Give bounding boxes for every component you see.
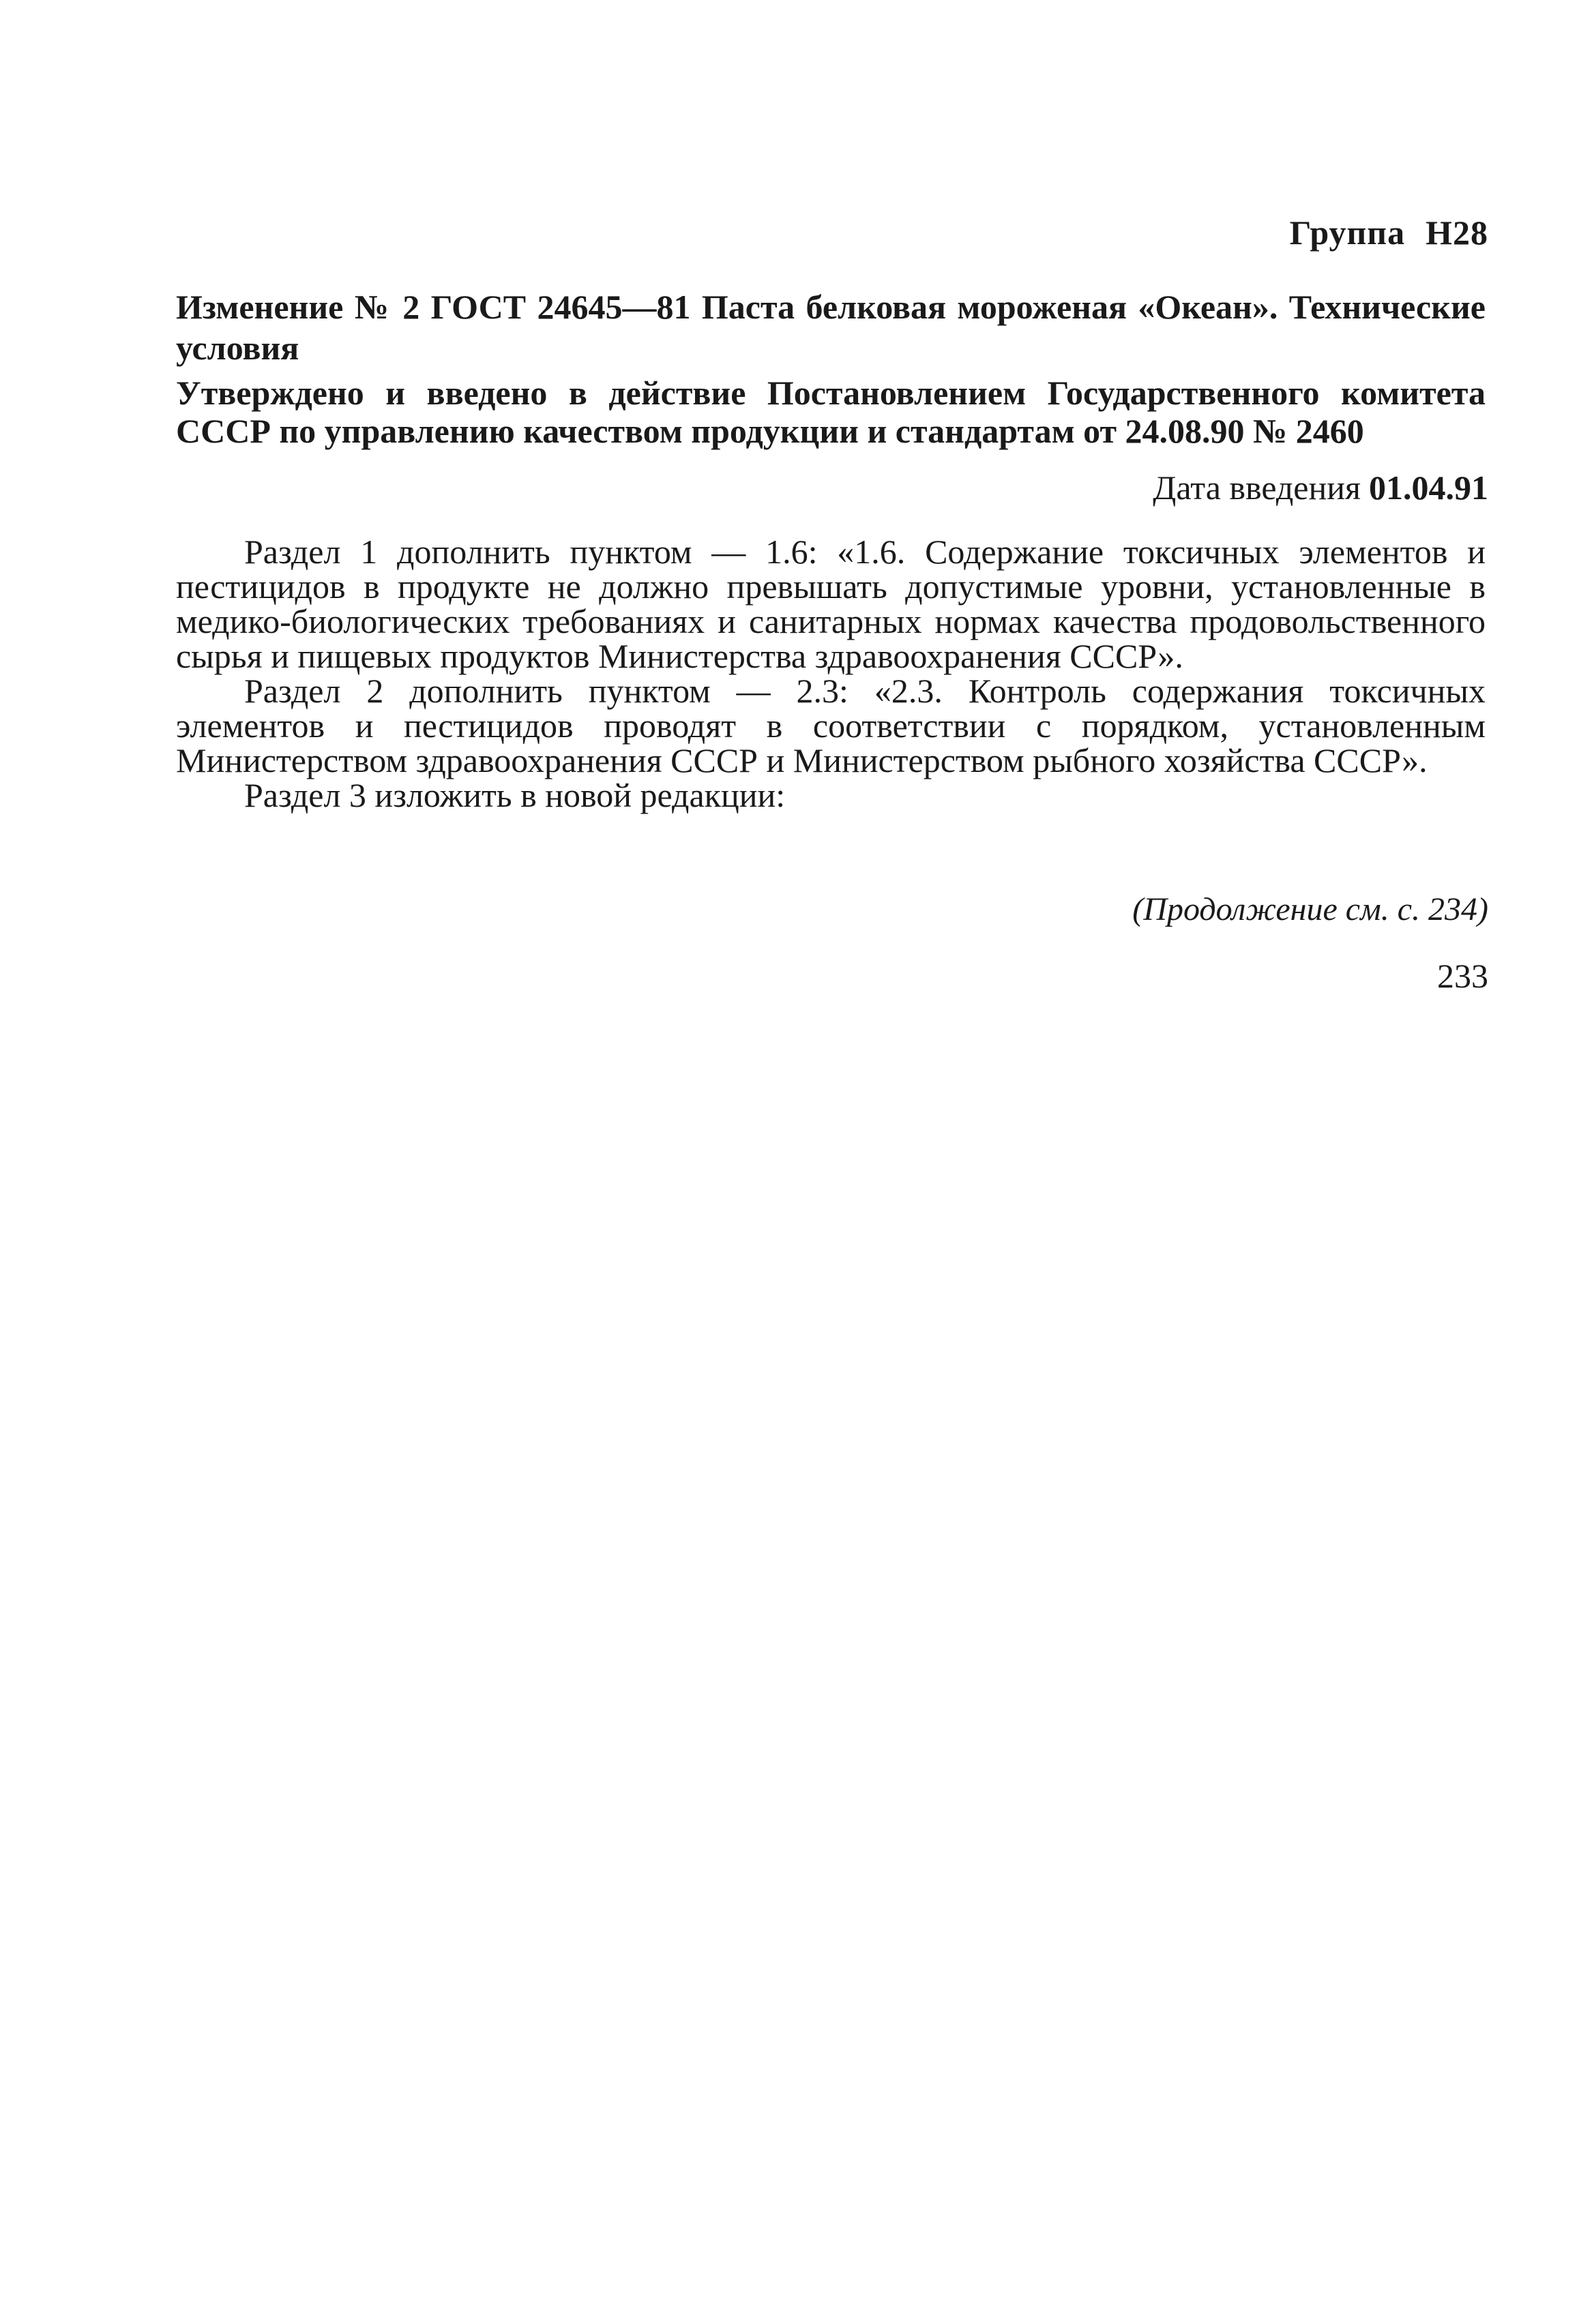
amendment-body xyxy=(176,535,1486,813)
continuation-note: (Продолжение см. с. 234) xyxy=(1132,891,1488,927)
group-code: Н28 xyxy=(1426,213,1488,252)
paragraph-section-2: Раздел 2 дополнить пунктом — 2.3: «2.3. Контроль содержания токсичных элементов и пестицидов проводят в соответствии с порядком, установленным Министерством здравоохранения СССР и Министерством рыбного хозяйства СССР». xyxy=(176,672,1486,779)
group-label xyxy=(1290,213,1488,252)
introduction-date-value: 01.04.91 xyxy=(1369,468,1488,507)
approval-statement: Утверждено и введено в действие Постановлением Государственного комитета СССР по управлению качеством продукции и стандартам от 24.08.90 № 2460 xyxy=(176,374,1486,450)
introduction-date xyxy=(1153,468,1488,507)
document-title: Изменение № 2 ГОСТ 24645—81 Паста белковая мороженая «Океан». Технические условия xyxy=(176,288,1486,367)
page-number: 233 xyxy=(1437,957,1488,995)
introduction-date-label: Дата введения xyxy=(1153,468,1361,507)
group-label-text: Группа xyxy=(1289,213,1406,252)
paragraph-section-3: Раздел 3 изложить в новой редакции: xyxy=(244,776,786,814)
paragraph-section-1: Раздел 1 дополнить пунктом — 1.6: «1.6. Содержание токсичных элементов и пестицидов в продукте не должно превышать допустимые уровни, установленные в медико-биологических требованиях и санитарных нормах качества продовольственного сырья и пищевых продуктов Министерства здравоохранения СССР». xyxy=(176,533,1486,675)
